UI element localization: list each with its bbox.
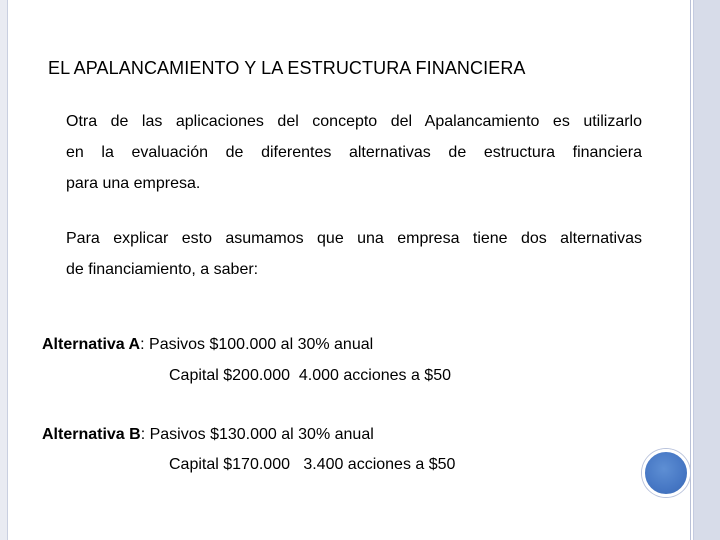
alternative-a-separator: : (140, 336, 145, 353)
decorative-circle (642, 449, 690, 497)
alternative-a-liabilities-text: Pasivos $100.000 al 30% anual (149, 336, 374, 353)
left-slide-border (0, 0, 10, 540)
alternative-a-capital: Capital $200.000 4.000 acciones a $50 (169, 367, 451, 384)
alternative-a-liabilities (42, 336, 373, 354)
right-slide-border (688, 0, 720, 540)
paragraph-intro (66, 106, 642, 199)
alternative-b-liabilities-text: Pasivos $130.000 al 30% anual (149, 426, 374, 443)
paragraph-intro-line-1: Otra de las aplicaciones del concepto del Apalancamiento es utilizarlo (66, 113, 642, 130)
alternative-b-liabilities (42, 426, 374, 444)
paragraph-explanation (66, 223, 642, 285)
paragraph-explanation-line-1: Para explicar esto asumamos que una empresa tiene dos alternativas (66, 230, 642, 247)
alternative-b-separator: : (140, 426, 146, 443)
alternative-a-label: Alternativa A (42, 336, 141, 353)
alternative-b-label: Alternativa B (42, 426, 141, 443)
alternative-b-capital: Capital $170.000 3.400 acciones a $50 (169, 456, 456, 473)
paragraph-explanation-line-2: de financiamiento, a saber: (66, 261, 259, 278)
paragraph-intro-line-3: para una empresa. (66, 175, 201, 192)
right-border-line (693, 0, 694, 540)
paragraph-intro-line-2: en la evaluación de diferentes alternativas de estructura financiera (66, 144, 642, 161)
slide-title: EL APALANCAMIENTO Y LA ESTRUCTURA FINANCIERA (48, 58, 526, 78)
